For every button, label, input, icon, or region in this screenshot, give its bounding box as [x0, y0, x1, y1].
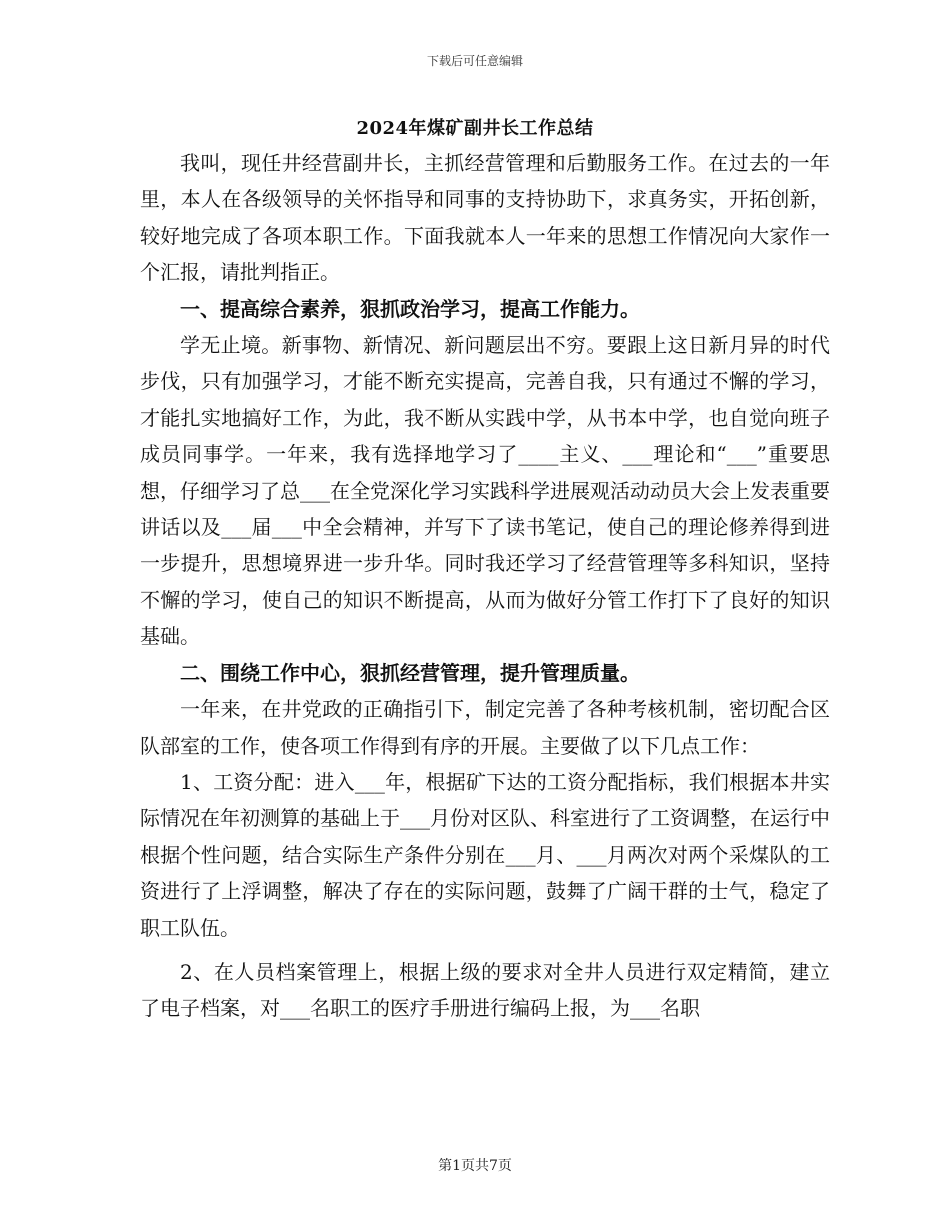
- page-header-note: 下载后可任意编辑: [426, 54, 523, 68]
- paragraph-intro: 我叫，现任井经营副井长，主抓经营管理和后勤服务工作。在过去的一年里，本人在各级领导的关怀指导和同事的支持协助下，求真务实，开拓创新，较好地完成了各项本职工作。下面我就本人一年来的思想工作情况向大家作一个汇报，请批判指正。: [140, 151, 830, 285]
- document-body: [140, 145, 830, 1027]
- page-number-footer: 第1页共7页: [438, 1158, 512, 1174]
- paragraph-study: 学无止境。新事物、新情况、新问题层出不穷。要跟上这日新月异的时代步伐，只有加强学习，才能不断充实提高，完善自我，只有通过不懈的学习，才能扎实地搞好工作，为此，我不断从实践中学，从书本中学，也自觉向班子成员同事学。一年来，我有选择地学习了____主义、___理论和“___”重要思想，仔细学习了总___在全党深化学习实践科学进展观活动动员大会上发表重要讲话以及___届___中全会精神，并写下了读书笔记，使自己的理论修养得到进一步提升，思想境界进一步升华。同时我还学习了经营管理等多科知识，坚持不懈的学习，使自己的知识不断提高，从而为做好分管工作打下了良好的知识基础。: [140, 333, 830, 649]
- section-heading-1: 一、提高综合素养，狠抓政治学习，提高工作能力。: [180, 296, 640, 321]
- section-heading-2: 二、围绕工作中心，狠抓经营管理，提升管理质量。: [180, 660, 640, 685]
- paragraph-management: 一年来，在井党政的正确指引下，制定完善了各种考核机制，密切配合区队部室的工作，使各项工作得到有序的开展。主要做了以下几点工作：: [140, 697, 830, 758]
- paragraph-item-wages: 1、工资分配：进入___年，根据矿下达的工资分配指标，我们根据本井实际情况在年初测算的基础上于___月份对区队、科室进行了工资调整，在运行中根据个性问题，结合实际生产条件分别在___月、___月两次对两个采煤队的工资进行了上浮调整，解决了存在的实际问题，鼓舞了广阔干群的士气，稳定了职工队伍。: [140, 769, 830, 940]
- document-title: 2024年煤矿副井长工作总结: [356, 118, 594, 139]
- paragraph-item-archives: 2、在人员档案管理上，根据上级的要求对全井人员进行双定精简，建立了电子档案，对___名职工的医疗手册进行编码上报，为___名职: [140, 959, 830, 1021]
